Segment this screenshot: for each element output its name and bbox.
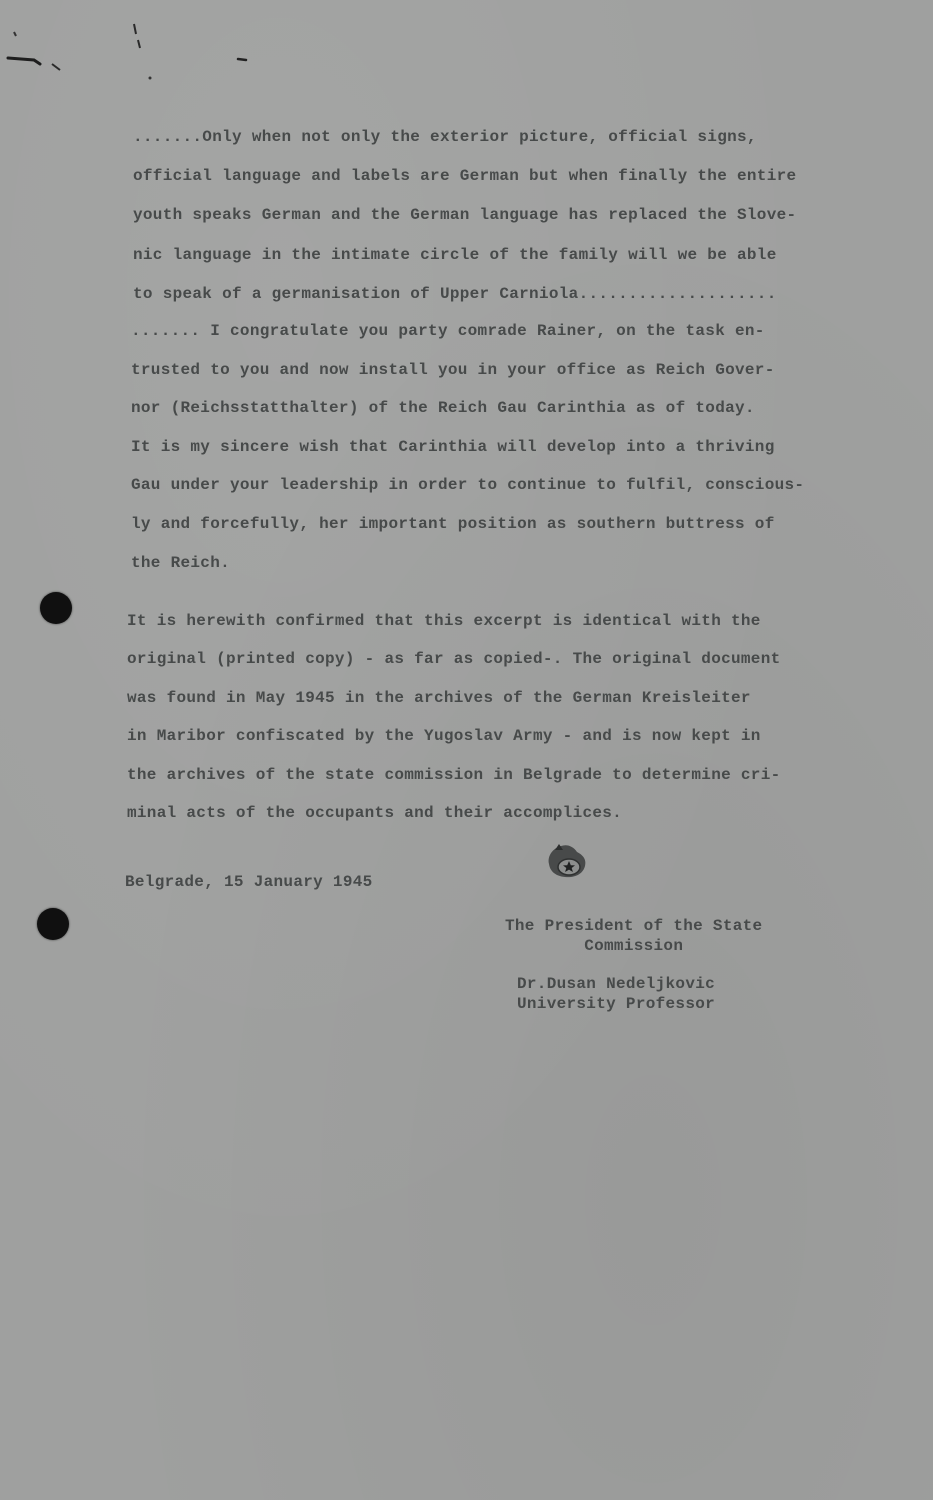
text-line: minal acts of the occupants and their accomplices. [127, 804, 623, 823]
text-line: in Maribor confiscated by the Yugoslav Army - and is now kept in [127, 727, 761, 746]
text-line: nic language in the intimate circle of the family will we be able [133, 245, 777, 264]
text-line: was found in May 1945 in the archives of the German Kreisleiter [127, 688, 751, 707]
star-seal-icon [545, 842, 589, 880]
page-mark-icon [236, 54, 250, 64]
excerpt-paragraph-germanisation [133, 118, 796, 314]
dateline: Belgrade, 15 January 1945 [125, 873, 373, 891]
text-line: to speak of a germanisation of Upper Carniola.................... [133, 284, 777, 303]
signatory-name: Dr.Dusan Nedeljkovic [517, 975, 716, 993]
certification-paragraph [127, 602, 781, 832]
text-line: original (printed copy) - as far as copied-. The original document [127, 650, 781, 669]
punch-hole-icon [40, 592, 72, 624]
text-line: It is my sincere wish that Carinthia will develop into a thriving [131, 437, 775, 456]
text-line: ....... I congratulate you party comrade Rainer, on the task en- [131, 322, 765, 340]
text-line: It is herewith confirmed that this excerpt is identical with the [127, 612, 761, 630]
text-line: trusted to you and now install you in your office as Reich Gover- [131, 360, 775, 379]
text-line: Commission [505, 937, 684, 955]
signatory-title [505, 916, 762, 956]
text-line: youth speaks German and the German language has replaced the Slove- [133, 206, 797, 225]
text-line: the archives of the state commission in Belgrade to determine cri- [127, 765, 781, 784]
punch-hole-icon [37, 908, 69, 940]
text-line: the Reich. [131, 553, 231, 572]
signatory-name-block [517, 974, 715, 1014]
text-line: The President of the State [505, 917, 763, 935]
text-line: Gau under your leadership in order to continue to fulfil, conscious- [131, 476, 805, 495]
text-line: nor (Reichsstatthalter) of the Reich Gau Carinthia as of today. [131, 399, 755, 418]
text-line: .......Only when not only the exterior picture, official signs, [133, 128, 757, 146]
signatory-position: University Professor [517, 995, 716, 1013]
excerpt-paragraph-congratulation [131, 312, 804, 582]
text-line: ly and forcefully, her important position as southern buttress of [131, 514, 775, 533]
page-mark-icon [0, 0, 160, 90]
text-line: official language and labels are German but when finally the entire [133, 167, 797, 186]
